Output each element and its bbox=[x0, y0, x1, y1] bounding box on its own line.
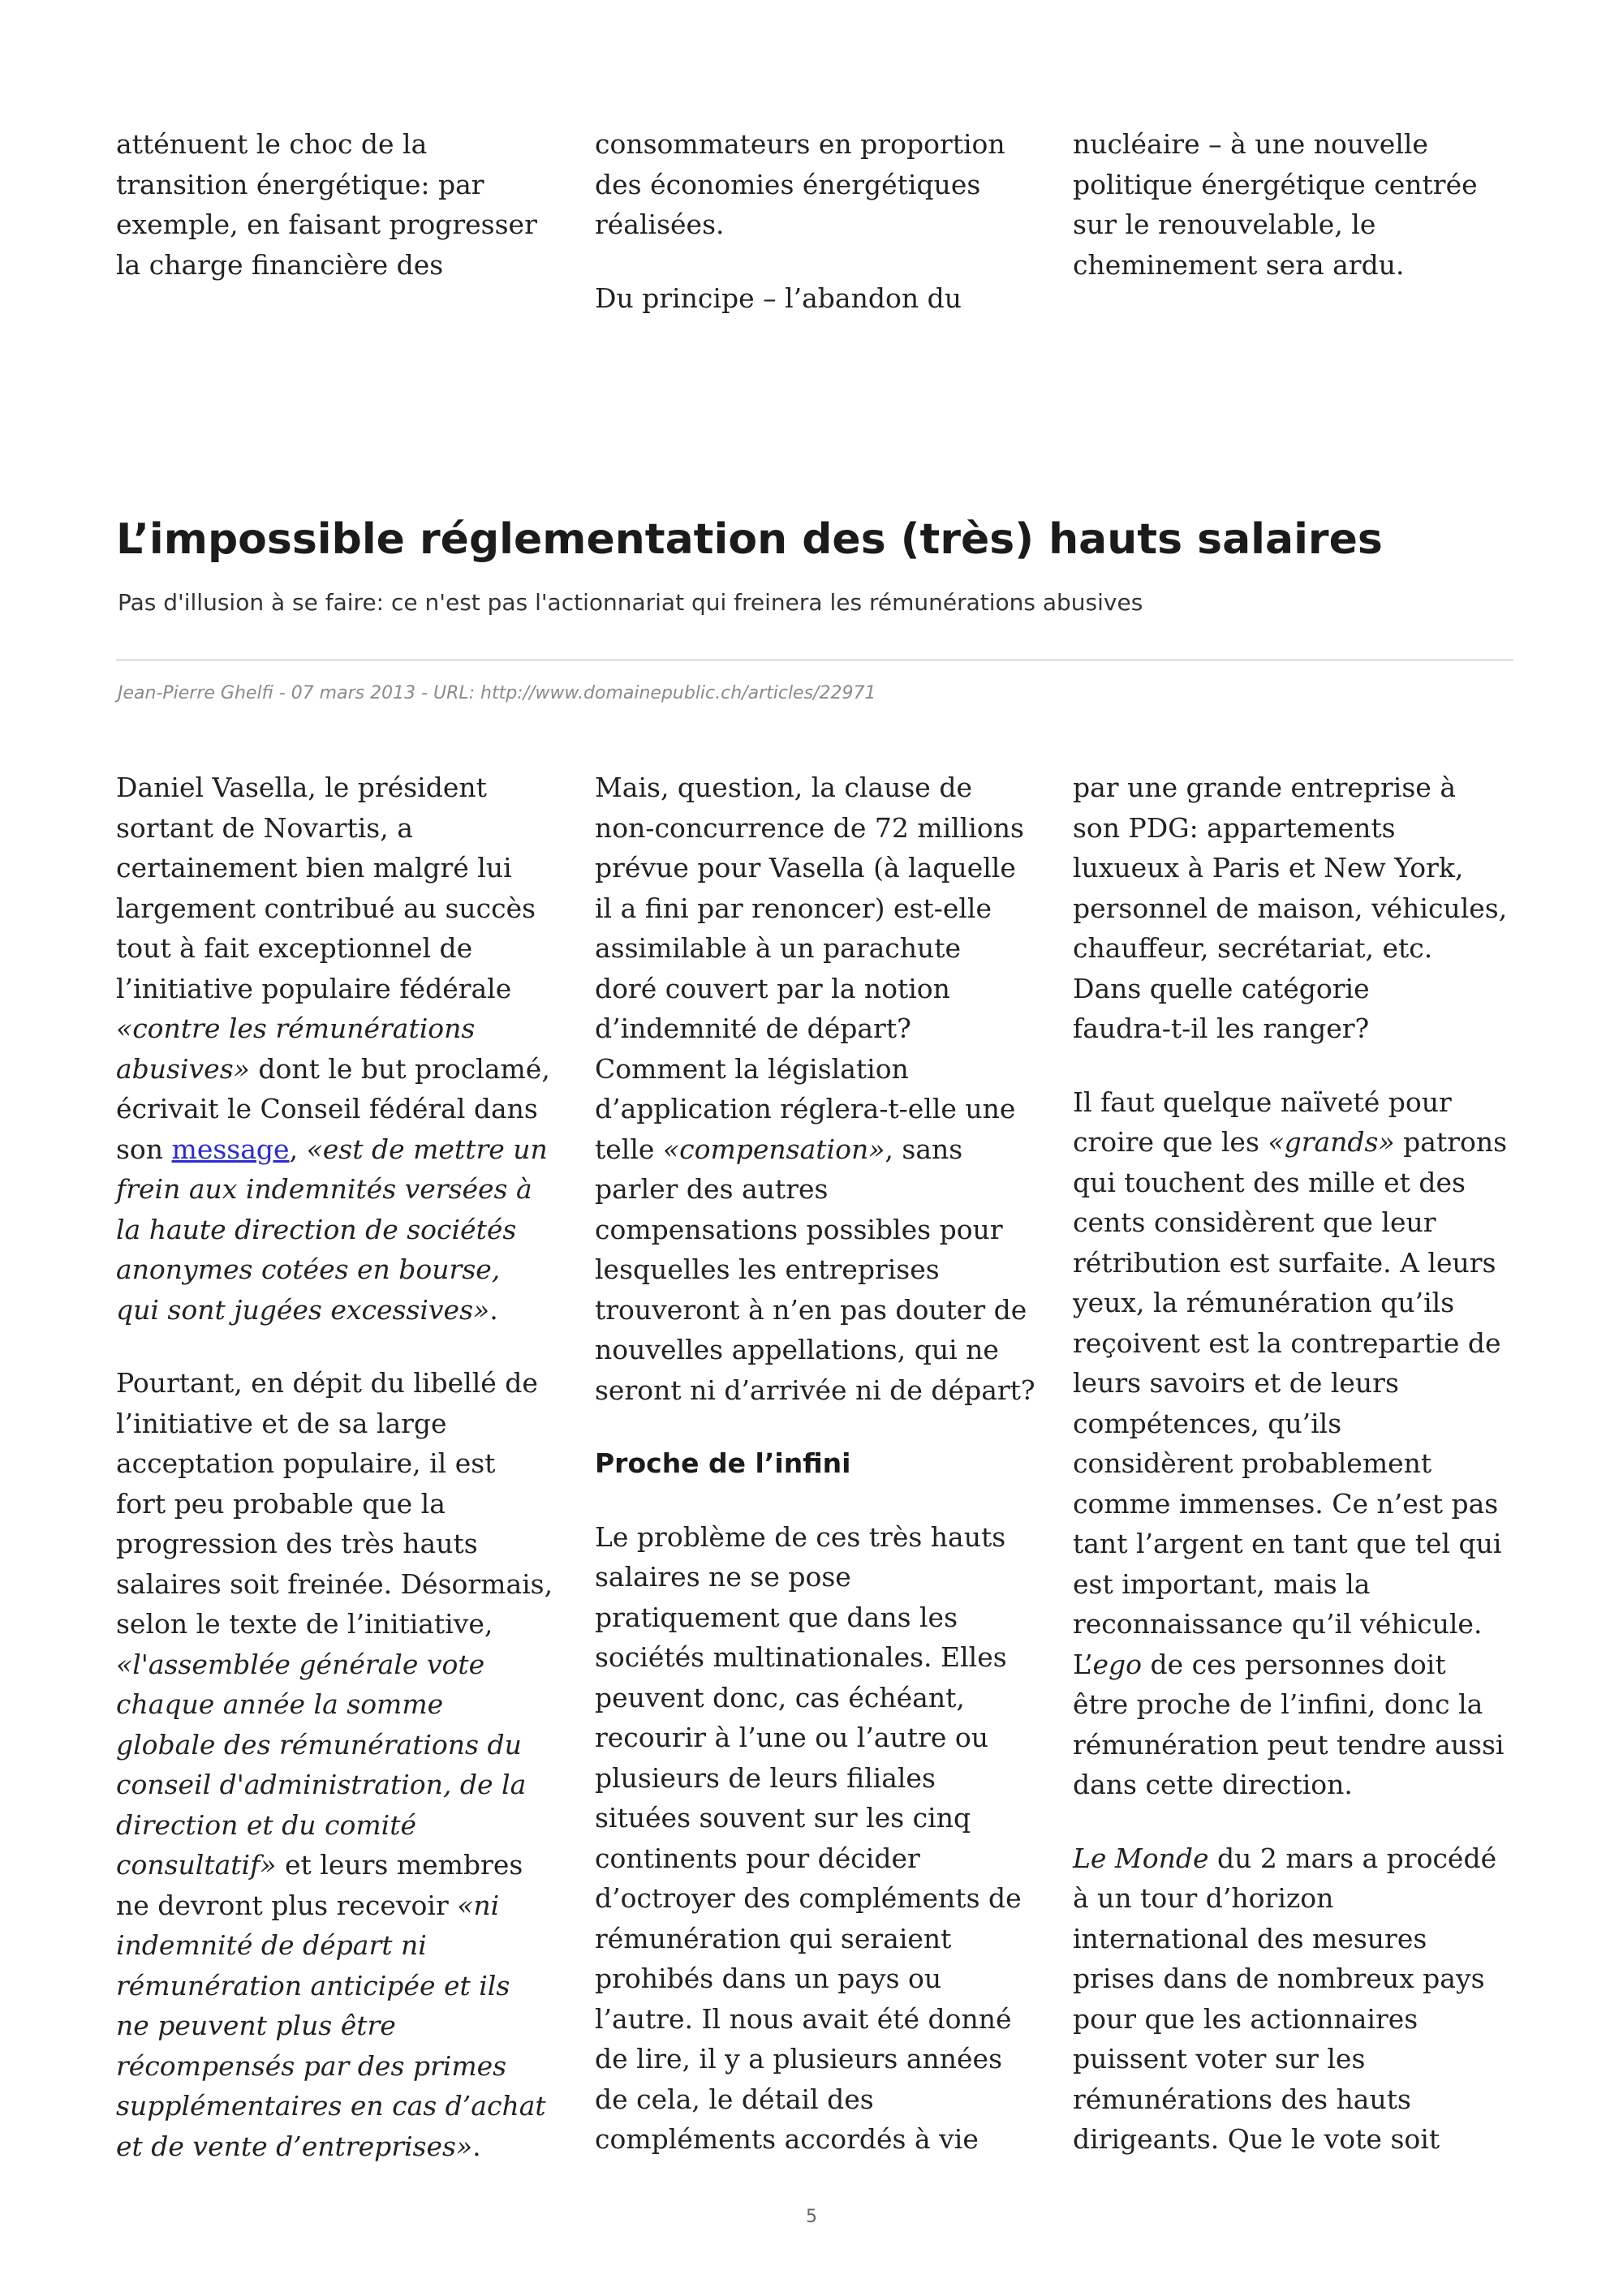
paragraph: nucléaire – à une nouvelle politique énergétique centrée sur le renouvelable, le cheminement sera ardu. bbox=[1073, 128, 1478, 281]
paragraph: par une grande entreprise à son PDG: appartements luxueux à Paris et New York, personnel de maison, véhicules, chauffeur, secrétariat, etc. Dans quelle catégorie faudra-t-il les ranger? bbox=[1073, 772, 1508, 1044]
paragraph: Le problème de ces très hauts salaires ne se pose pratiquement que dans les sociétés multinationales. Elles peuvent donc, cas échéant, recourir à l’une ou l’autre ou plusieurs de leurs filiales situées souvent sur les cinq continents pour décider d’octroyer des compléments de rémunération qui seraient prohibés dans un pays ou l’autre. Il nous avait été donné de lire, il y a plusieurs années de cela, le détail des compléments accordés à vie bbox=[595, 1520, 1022, 2155]
article-subtitle: Pas d'illusion à se faire: ce n'est pas l'actionnariat qui freinera les rémunérations abusives bbox=[118, 589, 1143, 616]
article-title: L’impossible réglementation des (très) hauts salaires bbox=[116, 515, 1383, 564]
article-meta: Jean-Pierre Ghelfi - 07 mars 2013 - URL: http://www.domainepublic.ch/articles/22971 bbox=[118, 683, 876, 703]
message-link[interactable]: message bbox=[171, 1133, 290, 1165]
body-column-3 bbox=[1073, 767, 1523, 2160]
top-column-1 bbox=[116, 124, 566, 285]
paragraph: consommateurs en proportion des économies énergétiques réalisées. bbox=[595, 128, 1005, 240]
paragraph: Il faut quelque naïveté pour croire que les «grands» patrons qui touchent des mille et des cents considèrent que leur rétribution est surfaite. A leurs yeux, la rémunération qu’ils reçoivent est la contrepartie de leurs savoirs et de leurs compétences, qu’ils considèrent probablement comme immenses. Ce n’est pas tant l’argent en tant que tel qui est important, mais la reconnaissance qu’il véhicule. L’ego de ces personnes doit être proche de l’infini, donc la rémunération peut tendre aussi dans cette direction. bbox=[1073, 1086, 1508, 1800]
paragraph: Du principe – l’abandon du bbox=[595, 282, 962, 314]
top-column-2 bbox=[595, 124, 1045, 318]
paragraph: Mais, question, la clause de non-concurrence de 72 millions prévue pour Vasella (à laquelle il a fini par renoncer) est-elle assimilable à un parachute doré couvert par la notion d’indemnité de départ? Comment la législation d’application réglera-t-elle une telle «compensation», sans parler des autres compensations possibles pour lesquelles les entreprises trouveront à n’en pas douter de nouvelles appellations, qui ne seront ni d’arrivée ni de départ? bbox=[595, 772, 1035, 1406]
body-column-2 bbox=[595, 767, 1045, 2160]
top-column-3 bbox=[1073, 124, 1523, 285]
paragraph: atténuent le choc de la transition énergétique: par exemple, en faisant progresser la charge financière des bbox=[116, 128, 537, 281]
paragraph: Le Monde du 2 mars a procédé à un tour d’horizon international des mesures prises dans de nombreux pays pour que les actionnaires puissent voter sur les rémunérations des hauts dirigeants. Que le vote soit bbox=[1073, 1842, 1497, 2155]
header-divider bbox=[116, 659, 1513, 661]
page-number: 5 bbox=[806, 2207, 817, 2227]
paragraph: Daniel Vasella, le président sortant de Novartis, a certainement bien malgré lui largement contribué au succès tout à fait exceptionnel de l’initiative populaire fédérale «contre les rémunérations abusives» dont le but proclamé, écrivait le Conseil fédéral dans son message, «est de mettre un frein aux indemnités versées à la haute direction de sociétés anonymes cotées en bourse, qui sont jugées excessives». bbox=[116, 772, 550, 1326]
body-column-1 bbox=[116, 767, 566, 2166]
section-heading: Proche de l’infini bbox=[595, 1447, 851, 1479]
paragraph: Pourtant, en dépit du libellé de l’initiative et de sa large acceptation populaire, il est fort peu probable que la progression des très hauts salaires soit freinée. Désormais, selon le texte de l’initiative, «l'assemblée générale vote chaque année la somme globale des rémunérations du conseil d'administration, de la direction et du comité consultatif» et leurs membres ne devront plus recevoir «ni indemnité de départ ni rémunération anticipée et ils ne peuvent plus être récompensés par des primes supplémentaires en cas d’achat et de vente d’entreprises». bbox=[116, 1367, 553, 2162]
